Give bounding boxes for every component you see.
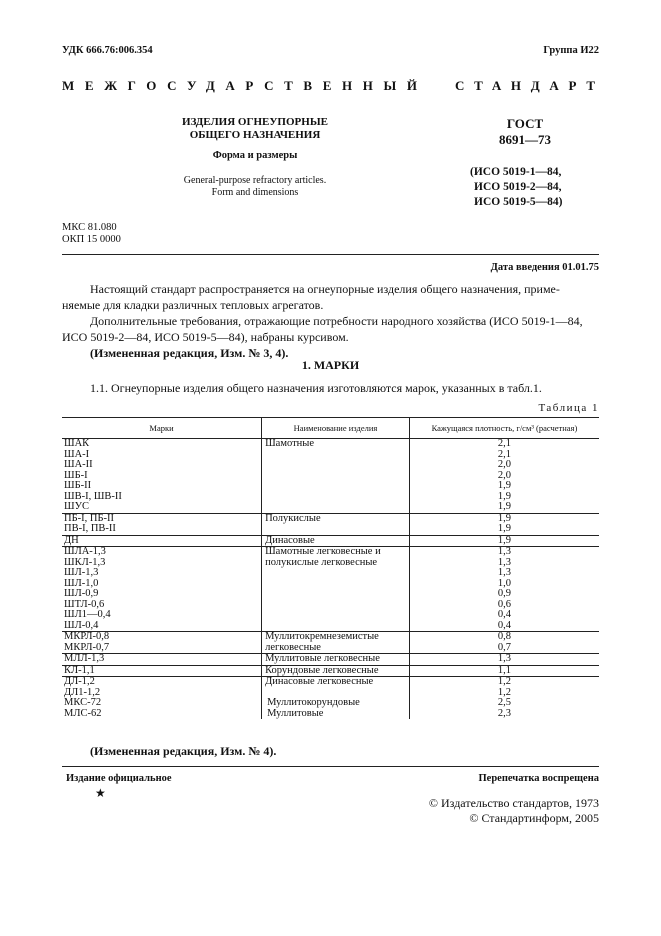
subtitle: Форма и размеры — [212, 150, 298, 161]
product-name-cell: Муллитовые — [262, 709, 410, 720]
mark-cell: ШЛ1—0,4 — [64, 609, 111, 620]
product-name-cell: Динасовые — [262, 535, 410, 547]
title-line-2: ОБЩЕГО НАЗНАЧЕНИЯ — [189, 129, 321, 141]
density-cell: 1,3 — [409, 654, 599, 666]
mark-cell: ШКЛ-1,3 — [64, 556, 106, 568]
body-text — [62, 281, 599, 361]
density-cell: 0,9 — [409, 589, 599, 600]
banner-word-2: СТАНДАРТ — [455, 78, 605, 93]
product-name-cell: Динасовые легковесные — [262, 677, 410, 699]
reprint-notice: Перепечатка воспрещена — [478, 773, 599, 784]
paragraph-2-line-2: ИСО 5019-2—84, ИСО 5019-5—84), набраны курсивом. — [62, 330, 349, 344]
title-line-1: ИЗДЕЛИЯ ОГНЕУПОРНЫЕ — [182, 116, 328, 128]
iso-ref-3: ИСО 5019-5—84) — [474, 196, 563, 208]
mark-cell: МЛС-62 — [64, 707, 102, 719]
mark-cell: МКРЛ-0,8 — [62, 632, 262, 643]
gost-number: 8691—73 — [499, 132, 551, 147]
density-cell: 1,9 — [409, 492, 599, 503]
table-row — [62, 439, 599, 450]
mark-cell: ШЛА-1,3 — [62, 547, 262, 558]
table-caption: Таблица 1 — [538, 402, 599, 414]
mark-cell: МКС-72 — [64, 697, 102, 708]
copyright-block — [429, 796, 599, 826]
copyright-2: © Стандартинформ, 2005 — [469, 811, 599, 825]
table-header-row — [62, 418, 599, 439]
mark-cell: ШБ-II — [64, 480, 92, 491]
mark-cell: МЛЛ-1,3 — [62, 654, 262, 666]
table-row — [62, 654, 599, 666]
official-edition: Издание официальное — [66, 773, 172, 784]
density-cell: 1,9 — [409, 502, 599, 513]
amendment-note-2: (Измененная редакция, Изм. № 4). — [90, 744, 277, 758]
table-row — [62, 632, 599, 643]
banner-word-1: МЕЖГОСУДАРСТВЕННЫЙ — [62, 78, 428, 93]
density-cell: 0,8 — [409, 632, 599, 643]
header-product-name: Наименование изделия — [262, 418, 410, 439]
density-cell: 1,1 — [409, 665, 599, 677]
density-cell: 2,1 — [409, 450, 599, 461]
mark-cell: ШБ-I — [64, 469, 88, 481]
product-name-cell: Шамотные легковесные и полукислые легковесные — [262, 547, 410, 632]
mark-cell: ШЛ-0,4 — [64, 619, 99, 631]
density-cell: 0,4 — [409, 621, 599, 632]
mark-cell: ШУС — [64, 501, 90, 512]
density-cell: 2,1 — [409, 439, 599, 450]
star-icon: ★ — [95, 786, 106, 800]
table-row — [62, 665, 599, 677]
footer-divider — [62, 766, 599, 767]
header-marks: Марки — [62, 418, 262, 439]
mark-cell: ШЛ-1,0 — [64, 577, 99, 589]
density-cell: 1,9 — [409, 513, 599, 524]
gost-block — [455, 116, 595, 148]
okp-code: ОКП 15 0000 — [62, 234, 121, 245]
mark-cell: ПБ-I, ПБ-II — [62, 513, 262, 524]
table-row — [62, 698, 599, 709]
gost-label: ГОСТ — [506, 116, 544, 131]
amendment-note-1: (Измененная редакция, Изм. № 3, 4). — [90, 346, 289, 360]
density-cell: 1,3 — [409, 558, 599, 569]
mark-cell: ШЛ-1,3 — [64, 567, 99, 578]
mark-cell: ШТЛ-0,6 — [64, 598, 105, 610]
density-cell: 2,0 — [409, 471, 599, 482]
table-row — [62, 709, 599, 720]
density-cell: 1,0 — [409, 579, 599, 590]
udk-code: УДК 666.76:006.354 — [62, 45, 153, 56]
mark-cell: ДЛ-1,2 — [62, 677, 262, 688]
table-row — [62, 535, 599, 547]
density-cell: 0,6 — [409, 600, 599, 611]
paragraph-2-line-1: Дополнительные требования, отражающие потребности народного хозяйства (ИСО 5019-1—84, — [90, 314, 583, 328]
mark-cell: МКРЛ-0,7 — [64, 641, 110, 653]
density-cell: 1,9 — [409, 524, 599, 535]
mark-cell: ША-I — [64, 448, 90, 460]
density-cell: 2,5 — [409, 698, 599, 709]
product-name-cell: Шамотные — [262, 439, 410, 514]
copyright-1: © Издательство стандартов, 1973 — [428, 796, 599, 810]
english-title — [140, 175, 370, 199]
density-cell: 0,4 — [409, 610, 599, 621]
paragraph-1-line-2: няемые для кладки различных тепловых агрегатов. — [62, 298, 324, 312]
table-row — [62, 677, 599, 688]
title-block — [140, 116, 370, 142]
paragraph-1-line-1: Настоящий стандарт распространяется на огнеупорные изделия общего назначения, приме- — [90, 282, 560, 296]
density-cell: 1,3 — [409, 568, 599, 579]
header-divider — [62, 254, 599, 255]
marks-table — [62, 417, 599, 719]
mark-cell: ШВ-I, ШВ-II — [64, 490, 122, 502]
mark-cell: ПВ-I, ПВ-II — [64, 523, 116, 534]
section-heading: 1. МАРКИ — [301, 358, 360, 372]
group-code: Группа И22 — [543, 45, 599, 56]
iso-refs — [470, 165, 562, 210]
table-row — [62, 547, 599, 558]
table-row — [62, 513, 599, 524]
mark-cell: КЛ-1,1 — [62, 665, 262, 677]
product-name-cell: Корундовые легковесные — [262, 665, 410, 677]
iso-ref-1: (ИСО 5019-1—84, — [470, 166, 562, 178]
english-title-line-2: Form and dimensions — [211, 187, 299, 198]
product-name-cell: Муллитокорундовые — [262, 698, 410, 709]
mark-cell: ДН — [62, 535, 262, 547]
mks-code: МКС 81.080 — [62, 222, 117, 233]
mark-cell: ШЛ-0,9 — [64, 588, 99, 599]
paragraph-1-1: 1.1. Огнеупорные изделия общего назначения изготовляются марок, указанных в табл.1. — [90, 381, 542, 395]
density-cell: 1,9 — [409, 481, 599, 492]
intro-date: Дата введения 01.01.75 — [490, 262, 599, 273]
mark-cell: ШАК — [62, 439, 262, 450]
header-density: Кажущаяся плотность, г/см³ (расчетная) — [409, 418, 599, 439]
product-name-cell: Муллитовые легковесные — [262, 654, 410, 666]
product-name-cell: Полукислые — [262, 513, 410, 535]
mark-cell: ДЛ1-1,2 — [64, 686, 101, 698]
density-cell: 0,7 — [409, 643, 599, 654]
density-cell: 1,9 — [409, 535, 599, 547]
density-cell: 2,3 — [409, 709, 599, 720]
english-title-line-1: General-purpose refractory articles. — [183, 175, 327, 186]
classification-codes — [62, 222, 121, 246]
iso-ref-2: ИСО 5019-2—84, — [474, 181, 562, 193]
product-name-cell: Муллитокремнеземистые легковесные — [262, 632, 410, 654]
density-cell: 1,2 — [409, 677, 599, 688]
mark-cell: ША-II — [64, 459, 93, 470]
density-cell: 2,0 — [409, 460, 599, 471]
density-cell: 1,2 — [409, 688, 599, 699]
density-cell: 1,3 — [409, 547, 599, 558]
